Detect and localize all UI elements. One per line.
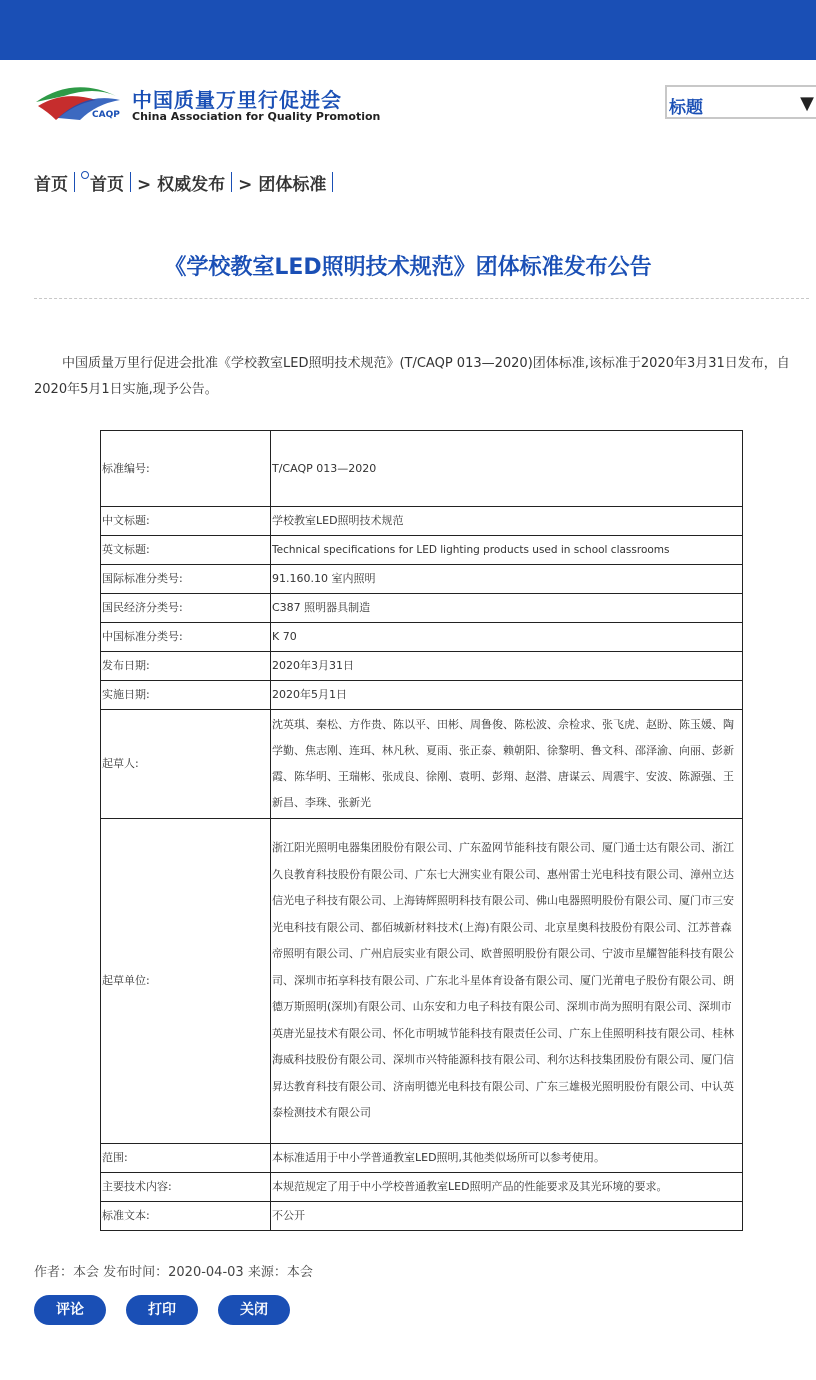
table-row [101, 1202, 743, 1231]
table-row [101, 1144, 743, 1173]
close-button[interactable]: 关闭 [218, 1295, 290, 1325]
table-row [101, 652, 743, 681]
row-value: 沈英琪、秦松、方作贵、陈以平、田彬、周鲁俊、陈松波、佘检求、张飞虎、赵盼、陈玉媛、陶学勤、焦志刚、连珥、林凡秋、夏雨、张正泰、赖朝阳、徐黎明、鲁文科、邵泽渝、向丽、彭新霞、陈华明、王瑞彬、张成良、徐刚、袁明、彭翔、赵潜、唐谋云、周震宇、安波、陈源强、王新昌、李珠、张新光 [271, 710, 743, 819]
row-value: 不公开 [271, 1202, 743, 1231]
row-label: 实施日期: [101, 681, 271, 710]
article-meta: 作者：本会 发布时间：2020-04-03 来源：本会 [34, 1265, 313, 1280]
article-title: 《学校教室LED照明技术规范》团体标准发布公告 [164, 255, 652, 280]
row-label: 国际标准分类号: [101, 565, 271, 594]
title-divider [34, 298, 809, 299]
row-value: T/CAQP 013—2020 [271, 431, 743, 507]
row-label: 标准文本: [101, 1202, 271, 1231]
comment-button[interactable]: 评论 [34, 1295, 106, 1325]
row-label: 起草单位: [101, 819, 271, 1144]
table-row [101, 565, 743, 594]
row-value: K 70 [271, 623, 743, 652]
table-row [101, 710, 743, 819]
row-label: 发布日期: [101, 652, 271, 681]
breadcrumb-group-standards[interactable]: > 团体标准 [238, 174, 327, 195]
row-label: 范围: [101, 1144, 271, 1173]
print-button[interactable]: 打印 [126, 1295, 198, 1325]
breadcrumb-home[interactable]: 首页 [34, 174, 68, 195]
top-banner [0, 0, 816, 60]
row-label: 国民经济分类号: [101, 594, 271, 623]
breadcrumb-divider [74, 172, 75, 192]
article-intro: 中国质量万里行促进会批准《学校教室LED照明技术规范》(T/CAQP 013—2020)团体标准,该标准于2020年3月31日发布，自2020年5月1日实施,现予公告。 [34, 356, 790, 397]
breadcrumb-divider [130, 172, 131, 192]
site-logo[interactable] [34, 80, 381, 130]
row-value: C387 照明器具制造 [271, 594, 743, 623]
row-value: Technical specifications for LED lighting products used in school classrooms [271, 536, 743, 565]
row-label: 起草人: [101, 710, 271, 819]
row-label: 中国标准分类号: [101, 623, 271, 652]
row-label: 中文标题: [101, 507, 271, 536]
row-label: 英文标题: [101, 536, 271, 565]
row-value: 2020年5月1日 [271, 681, 743, 710]
dropdown-arrow-icon: ▼ [800, 93, 814, 114]
logo-abbr: CAQP [92, 110, 120, 120]
breadcrumb-divider [332, 172, 333, 192]
org-name-cn: 中国质量万里行促进会 [132, 88, 342, 112]
row-value: 学校教室LED照明技术规范 [271, 507, 743, 536]
table-row [101, 536, 743, 565]
standard-info-table [100, 430, 743, 1231]
row-value: 2020年3月31日 [271, 652, 743, 681]
row-value: 91.160.10 室内照明 [271, 565, 743, 594]
breadcrumb [34, 170, 339, 194]
table-row [101, 594, 743, 623]
breadcrumb-authority-release[interactable]: > 权威发布 [137, 174, 226, 195]
row-label: 标准编号: [101, 431, 271, 507]
table-row [101, 1173, 743, 1202]
org-name-en: China Association for Quality Promotion [132, 110, 381, 123]
search-type-value: 标题 [669, 98, 703, 118]
table-row [101, 431, 743, 507]
row-label: 主要技术内容: [101, 1173, 271, 1202]
home-marker-icon [81, 171, 89, 179]
row-value: 本规范规定了用于中小学校普通教室LED照明产品的性能要求及其光环境的要求。 [271, 1173, 743, 1202]
table-row [101, 623, 743, 652]
table-row [101, 507, 743, 536]
row-value: 浙江阳光照明电器集团股份有限公司、广东盈网节能科技有限公司、厦门通士达有限公司、浙江久良教育科技股份有限公司、广东七大洲实业有限公司、惠州雷士光电科技有限公司、漳州立达信光电子科技有限公司、上海铸辉照明科技有限公司、佛山电器照明股份有限公司、厦门市三安光电科技有限公司、都佰城新材料技术(上海)有限公司、北京星奥科技股份有限公司、江苏普森帝照明有限公司、广州启辰实业有限公司、欧普照明股份有限公司、宁波市星耀智能科技有限公司、深圳市拓享科技有限公司、广东北斗星体育设备有限公司、厦门光莆电子股份有限公司、朗德万斯照明(深圳)有限公司、山东安和力电子科技有限公司、深圳市尚为照明有限公司、深圳市英唐光显技术有限公司、怀化市明城节能科技有限责任公司、广东上佳照明科技有限公司、桂林海威科技股份有限公司、深圳市兴特能源科技有限公司、利尔达科技集团股份有限公司、厦门信昇达教育科技有限公司、济南明德光电科技有限公司、广东三雄极光照明股份有限公司、中认英泰检测技术有限公司 [271, 819, 743, 1144]
breadcrumb-home-2[interactable]: 首页 [90, 174, 124, 195]
breadcrumb-divider [231, 172, 232, 192]
row-value: 本标准适用于中小学普通教室LED照明,其他类似场所可以参考使用。 [271, 1144, 743, 1173]
table-row [101, 681, 743, 710]
search-type-select[interactable] [665, 85, 816, 119]
table-row [101, 819, 743, 1144]
